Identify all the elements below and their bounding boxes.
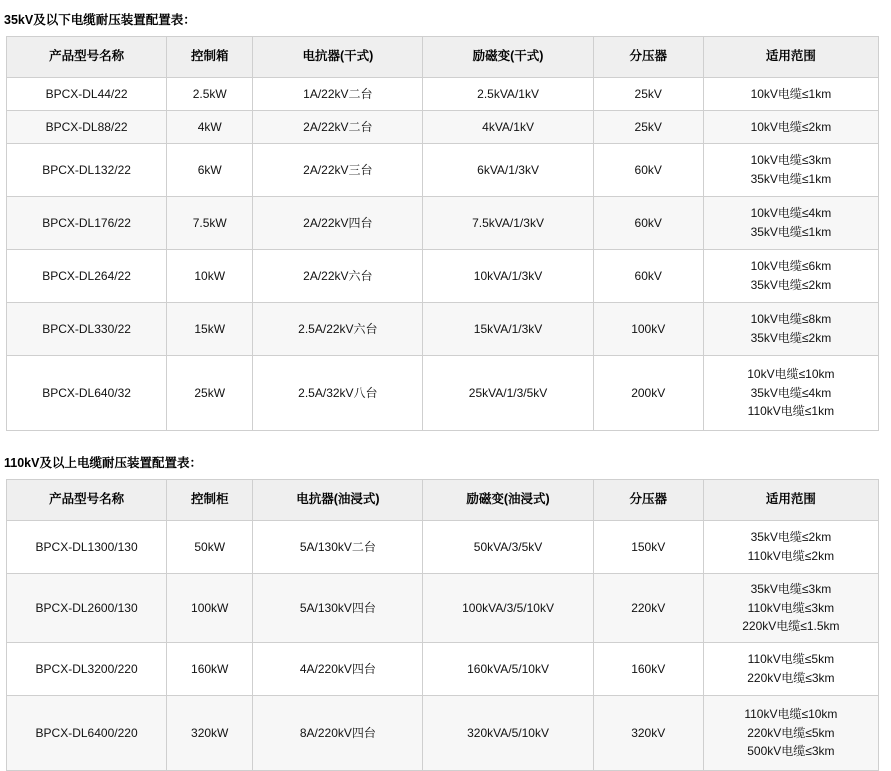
cell-reactor: 1A/22kV二台 [253, 78, 423, 111]
cell-range [703, 197, 878, 250]
table-header-row [7, 480, 879, 521]
range-line: 35kV电缆≤1km [750, 225, 832, 239]
table-row [7, 643, 879, 696]
cell-reactor: 2A/22kV六台 [253, 250, 423, 303]
cell-divider: 200kV [593, 356, 703, 431]
cell-model: BPCX-DL88/22 [7, 111, 167, 144]
header-cell-exciter: 励磁变(干式) [423, 37, 593, 78]
table2-body [7, 521, 879, 771]
range-line: 500kV电缆≤3km [747, 744, 835, 759]
cell-divider: 220kV [593, 574, 703, 643]
cell-reactor: 2A/22kV二台 [253, 111, 423, 144]
cell-model: BPCX-DL1300/130 [7, 521, 167, 574]
cell-range [703, 356, 878, 431]
table1-title: 35kV及以下电缆耐压装置配置表： [4, 13, 196, 27]
cell-model: BPCX-DL330/22 [7, 303, 167, 356]
table-header-row [7, 37, 879, 78]
cell-exciter: 10kVA/1/3kV [423, 250, 593, 303]
cell-reactor: 2.5A/32kV八台 [253, 356, 423, 431]
cell-divider: 60kV [593, 197, 703, 250]
cell-divider: 60kV [593, 250, 703, 303]
cell-divider: 160kV [593, 643, 703, 696]
range-line: 35kV电缆≤2km [750, 278, 832, 292]
range-line: 220kV电缆≤5km [747, 725, 835, 740]
cell-control: 50kW [167, 521, 253, 574]
range-line: 10kV电缆≤3km [750, 153, 832, 168]
cell-exciter: 7.5kVA/1/3kV [423, 197, 593, 250]
table2-title: 110kV及以上电缆耐压装置配置表： [4, 456, 202, 470]
table-row [7, 250, 879, 303]
cell-model: BPCX-DL640/32 [7, 356, 167, 431]
range-line: 110kV电缆≤10km [744, 707, 838, 722]
cell-divider: 100kV [593, 303, 703, 356]
cell-exciter: 25kVA/1/3/5kV [423, 356, 593, 431]
cell-model: BPCX-DL6400/220 [7, 696, 167, 771]
cell-model: BPCX-DL132/22 [7, 144, 167, 197]
table-row [7, 111, 879, 144]
cell-exciter: 50kVA/3/5kV [423, 521, 593, 574]
cell-range [703, 696, 878, 771]
cell-divider: 320kV [593, 696, 703, 771]
cell-control: 4kW [167, 111, 253, 144]
cell-control: 6kW [167, 144, 253, 197]
cell-exciter: 15kVA/1/3kV [423, 303, 593, 356]
cell-exciter: 6kVA/1/3kV [423, 144, 593, 197]
range-line: 110kV电缆≤5km [747, 652, 835, 667]
header-cell-divider: 分压器 [593, 480, 703, 521]
header-cell-model: 产品型号名称 [7, 480, 167, 521]
range-line: 35kV电缆≤1km [750, 172, 832, 186]
cell-divider: 150kV [593, 521, 703, 574]
cell-exciter: 4kVA/1kV [423, 111, 593, 144]
header-cell-range: 适用范围 [703, 480, 878, 521]
table-row [7, 356, 879, 431]
header-cell-control: 控制柜 [167, 480, 253, 521]
range-line: 10kV电缆≤8km [750, 312, 832, 327]
table-row [7, 303, 879, 356]
header-cell-control: 控制箱 [167, 37, 253, 78]
range-line: 110kV电缆≤2km [747, 549, 835, 563]
range-line: 10kV电缆≤10km [747, 367, 835, 382]
header-cell-model: 产品型号名称 [7, 37, 167, 78]
table-row [7, 144, 879, 197]
cell-range [703, 643, 878, 696]
range-line: 10kV电缆≤1km [750, 86, 832, 101]
cell-reactor: 2A/22kV四台 [253, 197, 423, 250]
cell-reactor: 2.5A/22kV六台 [253, 303, 423, 356]
table1-body [7, 78, 879, 431]
cell-control: 100kW [167, 574, 253, 643]
cell-control: 25kW [167, 356, 253, 431]
cell-range [703, 144, 878, 197]
table-row [7, 574, 879, 643]
cell-reactor: 2A/22kV三台 [253, 144, 423, 197]
cell-range [703, 111, 878, 144]
range-line: 35kV电缆≤2km [750, 331, 832, 345]
cell-range [703, 78, 878, 111]
cell-divider: 60kV [593, 144, 703, 197]
cell-exciter: 320kVA/5/10kV [423, 696, 593, 771]
table2-header [7, 480, 879, 521]
cell-reactor: 4A/220kV四台 [253, 643, 423, 696]
config-table-110kv [6, 479, 879, 771]
range-line: 10kV电缆≤2km [750, 119, 832, 134]
cell-control: 7.5kW [167, 197, 253, 250]
range-line: 35kV电缆≤2km [750, 530, 832, 545]
cell-exciter: 2.5kVA/1kV [423, 78, 593, 111]
cell-divider: 25kV [593, 111, 703, 144]
cell-control: 160kW [167, 643, 253, 696]
cell-control: 10kW [167, 250, 253, 303]
cell-range [703, 303, 878, 356]
cell-model: BPCX-DL44/22 [7, 78, 167, 111]
header-cell-divider: 分压器 [593, 37, 703, 78]
range-line: 10kV电缆≤4km [750, 206, 832, 221]
cell-reactor: 5A/130kV四台 [253, 574, 423, 643]
cell-model: BPCX-DL176/22 [7, 197, 167, 250]
cell-model: BPCX-DL3200/220 [7, 643, 167, 696]
cell-range [703, 250, 878, 303]
header-cell-reactor: 电抗器(干式) [253, 37, 423, 78]
header-cell-reactor: 电抗器(油浸式) [253, 480, 423, 521]
table-row [7, 78, 879, 111]
cell-exciter: 100kVA/3/5/10kV [423, 574, 593, 643]
cell-reactor: 5A/130kV二台 [253, 521, 423, 574]
table-row [7, 521, 879, 574]
cell-range [703, 574, 878, 643]
range-line: 35kV电缆≤3km [750, 582, 832, 597]
range-line: 35kV电缆≤4km [750, 385, 832, 400]
range-line: 110kV电缆≤3km [747, 600, 835, 615]
config-table-35kv [6, 36, 879, 431]
table-row [7, 696, 879, 771]
table1-header [7, 37, 879, 78]
cell-exciter: 160kVA/5/10kV [423, 643, 593, 696]
range-line: 10kV电缆≤6km [750, 259, 832, 274]
range-line: 220kV电缆≤1.5km [742, 619, 840, 634]
header-cell-exciter: 励磁变(油浸式) [423, 480, 593, 521]
cell-range [703, 521, 878, 574]
header-cell-range: 适用范围 [703, 37, 878, 78]
cell-control: 2.5kW [167, 78, 253, 111]
cell-control: 320kW [167, 696, 253, 771]
cell-model: BPCX-DL2600/130 [7, 574, 167, 643]
range-line: 110kV电缆≤1km [747, 404, 835, 419]
cell-divider: 25kV [593, 78, 703, 111]
cell-control: 15kW [167, 303, 253, 356]
table-row [7, 197, 879, 250]
cell-reactor: 8A/220kV四台 [253, 696, 423, 771]
range-line: 220kV电缆≤3km [747, 671, 835, 685]
cell-model: BPCX-DL264/22 [7, 250, 167, 303]
